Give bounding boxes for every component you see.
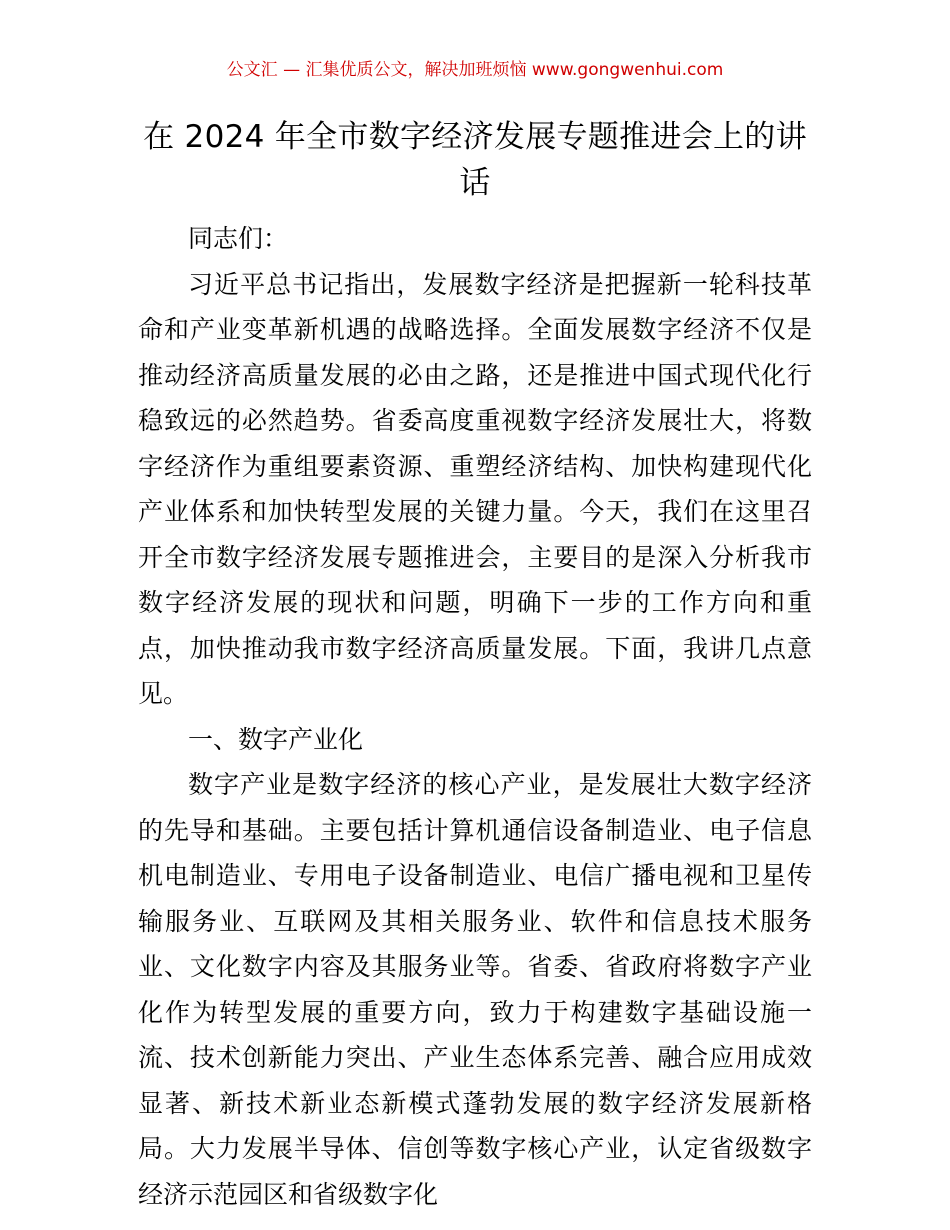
document-body xyxy=(138,216,812,1217)
salutation: 同志们： xyxy=(188,224,289,253)
site-banner[interactable]: 公文汇 — 汇集优质公文，解决加班烦恼 www.gongwenhui.com xyxy=(226,60,724,80)
section-heading: 一、数字产业化 xyxy=(188,724,364,754)
paragraph-section-1: 数字产业是数字经济的核心产业，是发展壮大数字经济的先导和基础。主要包括计算机通信设备制造业、电子信息机电制造业、专用电子设备制造业、电信广播电视和卫星传输服务业、互联网及其相关服务业、软件和信息技术服务业、文化数字内容及其服务业等。省委、省政府将数字产业化作为转型发展的重要方向，致力于构建数字基础设施一流、技术创新能力突出、产业生态体系完善、融合应用成效显著、新技术新业态新模式蓬勃发展的数字经济发展新格局。大力发展半导体、信创等数字核心产业，认定省级数字经济示范园区和省级数字化 xyxy=(138,770,812,1209)
document-title: 在 2024 年全市数字经济发展专题推进会上的讲话 xyxy=(143,119,807,201)
paragraph-intro: 习近平总书记指出，发展数字经济是把握新一轮科技革命和产业变革新机遇的战略选择。全面发展数字经济不仅是推动经济高质量发展的必由之路，还是推进中国式现代化行稳致远的必然趋势。省委高度重视数字经济发展壮大，将数字经济作为重组要素资源、重塑经济结构、加快构建现代化产业体系和加快转型发展的关键力量。今天，我们在这里召开全市数字经济发展专题推进会，主要目的是深入分析我市数字经济发展的现状和问题，明确下一步的工作方向和重点，加快推动我市数字经济高质量发展。下面，我讲几点意见。 xyxy=(138,269,812,708)
